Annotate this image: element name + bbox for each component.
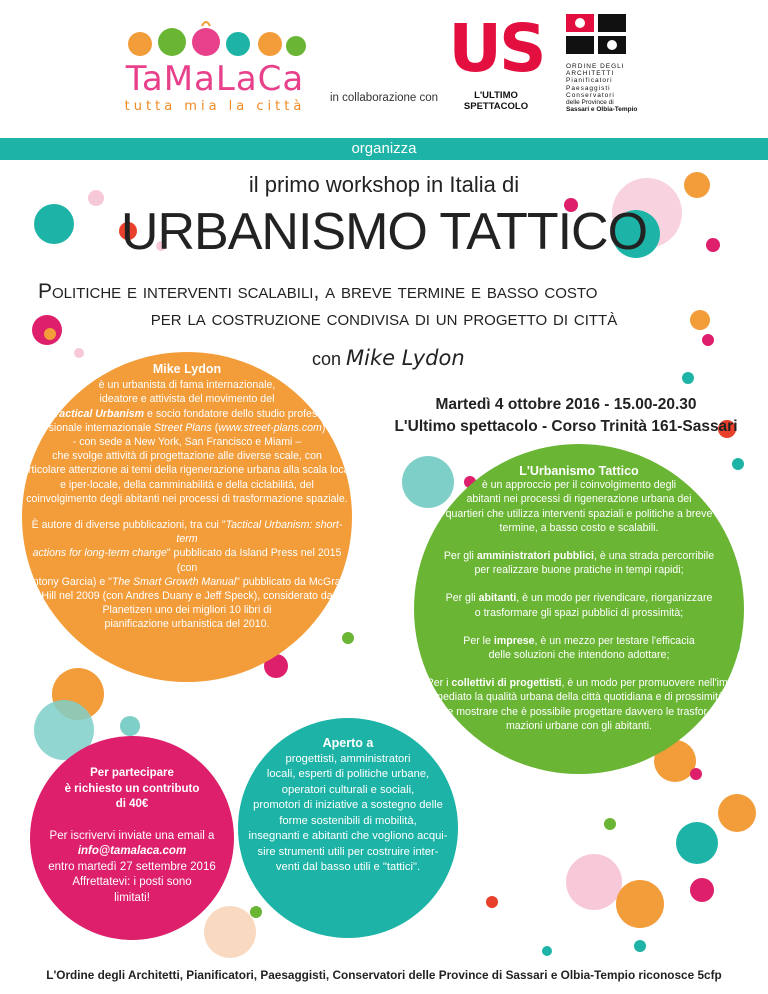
subtitle-line-2: per la costruzione condivisa di un progetto di città: [150, 307, 618, 330]
ordine-text: ORDINE DEGLI ARCHITETTI Pianificatori Paesaggisti Conservatori delle Province di Sassari e Olbia-Tempio: [566, 63, 638, 114]
main-title: URBANISMO TATTICO: [120, 203, 648, 261]
organizza-band: organizza: [0, 138, 768, 160]
collab-text: in collaborazione con: [330, 92, 439, 104]
join-text: Per partecipare è richiesto un contributo di 40€ Per iscrivervi inviate una email a info@tamalaca.com entro martedì 27 settembre 2016 Affrettatevi: i posti sono limitati!: [30, 766, 234, 906]
with-name: Mike Lydon: [346, 346, 465, 370]
open-title: Aperto a: [322, 736, 374, 750]
intro-line: il primo workshop in Italia di: [248, 172, 520, 197]
tamalaca-wordmark: TaMaLaCa: [125, 59, 305, 99]
us-logo-subtitle: L'ULTIMO SPETTACOLO: [463, 90, 529, 112]
bio-name: Mike Lydon: [152, 362, 222, 376]
bio-text: Mike Lydon è un urbanista di fama internazionale, ideatore e attivista del movimento del Tactical Urbanism e socio fondatore dello studio profes- sionale internazionale Street Plans (www.street-plans.com) - con sede a New York, San Francisco e Miami – che svolge attività di progettazione alle diverse scale, con particolare attenzione ai temi della rigenerazione urbana alla scala locale e iper-locale, della camminabilità e della ciclabilità, del coinvolgimento degli abitanti nei processi di trasformazione spaziale. È autore di diverse pubblicazioni, tra cui "Tactical Urbanism: short-term actions for long-term change" pubblicato da Island Press nel 2015 (con Antony Garcia) e "The Smart Growth Manual" pubblicato da McGraw Hill nel 2009 (con Andres Duany e Jeff Speck), considerato da Planetizen uno dei migliori 10 libri di pianificazione urbanistica del 2010.: [16, 362, 358, 631]
subtitle-line-1: Politiche e interventi scalabili, a breve termine e basso costo: [38, 280, 598, 303]
us-logo-letters: US: [448, 10, 544, 87]
open-text: Aperto a progettisti, amministratori locali, esperti di politiche urbane, operatori culturali e sociali, promotori di iniziative a sostegno delle forme sostenibili di mobilità, insegnanti e abitanti che vogliono acqui- sire strumenti utili per costruire inter- venti dal basso utili e "tattici".: [238, 736, 458, 876]
tamalaca-heads-icon: [120, 18, 310, 58]
ut-text: L'Urbanismo Tattico è un approccio per il coinvolgimento degli abitanti nei processi di rigenerazione urbana dei quartieri che utilizza interventi spaziali e politiche a breve termine, a basso costo e scalabili. Per gli amministratori pubblici, è una strada percorribile per realizzare buone pratiche in tempi rapidi; Per gli abitanti, è un modo per rivendicare, riorganizzare o trasformare gli spazi pubblici di prossimità; Per le imprese, è un mezzo per testare l'efficacia delle soluzioni che intendono adottare; Per i collettivi di progettisti, è un modo per promuovere nell'im- mediato la qualità urbana della città quotidiana e di prossimità e mostrare che è possibile progettare davvero le trasfor- mazioni urbane con gli abitanti.: [414, 464, 744, 733]
ordine-logo: [566, 14, 676, 114]
event-place: L'Ultimo spettacolo - Corso Trinità 161-Sassari: [394, 418, 738, 435]
footer-note: L'Ordine degli Architetti, Pianificatori, Paesaggisti, Conservatori delle Province di Sassari e Olbia-Tempio riconosce 5cfp: [46, 968, 722, 982]
street-plans-link[interactable]: www.street-plans.com: [218, 421, 322, 434]
tamalaca-logo: [120, 18, 310, 114]
with-prefix: con: [312, 349, 342, 369]
email-link[interactable]: info@tamalaca.com: [77, 845, 187, 857]
tamalaca-tagline: tutta mia la città: [124, 99, 306, 114]
event-info: [388, 394, 744, 438]
ut-title: L'Urbanismo Tattico: [519, 464, 639, 478]
event-date: Martedì 4 ottobre 2016 - 15.00-20.30: [435, 396, 697, 413]
us-logo: [444, 10, 548, 112]
ordine-monogram-icon: [566, 14, 626, 56]
